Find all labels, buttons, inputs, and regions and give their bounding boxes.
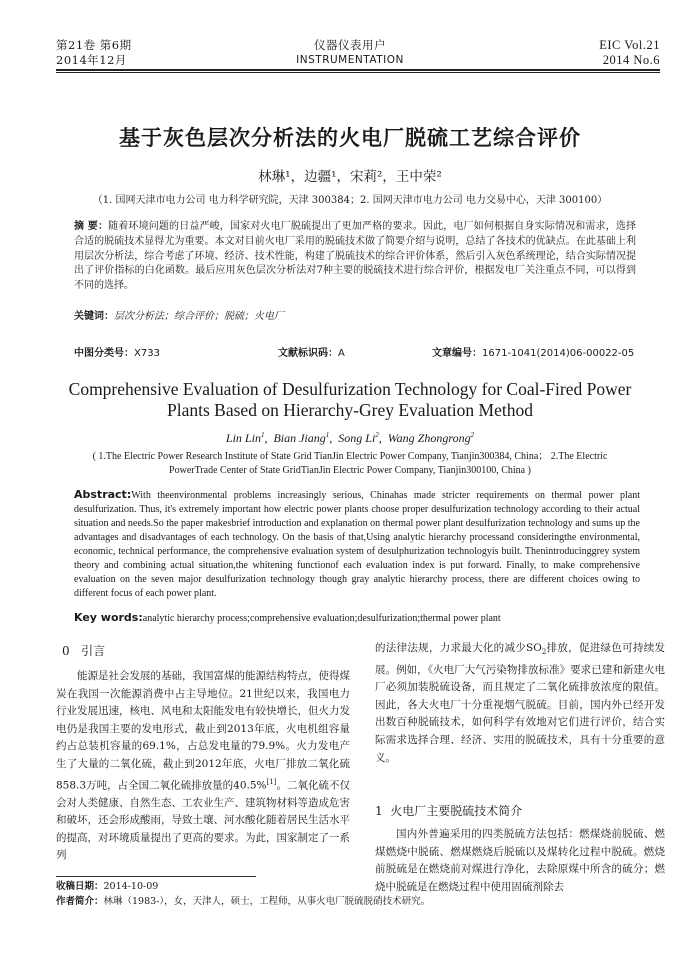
abstract-cn bbox=[74, 220, 636, 294]
abstract-cn-text: 随着环境问题的日益严峻，国家对火电厂脱硫提出了更加严格的要求。因此，电厂如何根据自身实际情况和需求，选择合适的脱硫技术显得尤为重要。本文对目前火电厂采用的脱硫技术做了简要介绍与说明，总结了各技术的优缺点。在此基础上利用层次分析法，综合考虑了环境、经济、技术性能，构建了脱硫技术的综合评价体系，然后引入灰色系统理论，结合实际情况提出了评价指标的白化函数。最后应用灰色层次分析法对7种主要的脱硫技术进行综合评价，根据发电厂关注重点不同，可以得到不同的选择。 bbox=[74, 221, 637, 292]
author-bio: 作者简介：林琳（1983-），女，天津人，硕士，工程师，从事火电厂脱硫脱硝技术研究。 bbox=[56, 896, 431, 907]
journal-year-number: 2014 No.6 bbox=[602, 53, 660, 67]
keywords-cn-text: 层次分析法；综合评价；脱硫；火电厂 bbox=[114, 311, 284, 322]
received-date: 收稿日期：2014-10-09 bbox=[56, 881, 159, 892]
affiliations-en: ( 1.The Electric Power Research Institute of State Grid TianJin Electric Power Company, Tianjin300384, China； 2.The Electric PowerTrade Center of State GridTianJin Electric Power Company, Tianjin300100, China ) bbox=[92, 451, 608, 476]
keywords-en-text: analytic hierarchy process;comprehensive evaluation;desulfurization;thermal power plant bbox=[142, 613, 501, 624]
abstract-en-text: With theenvironmental problems increasingly serious, Chinahas made stricter requirements on thermal power plant desulfurization. Thus, it's extremely important how electric power plants choose proper desulfurization technology according to their actual situation and needs.So the paper makesbrief introduction and explanation on thermal power plant desulfurization technology and sums up the advantages and disadvantages of each technology. On the basis of that,Using analytic hierarchy processand consideringthe environmental, economic, technical performance, the comprehensive evaluation system of desulphurization technologyis built. Thenintroducinggrey system theory and combining actual situation,the whitening functionof each evaluation index is put forward. Finally, to make comprehensive evaluation on the seven major desulfurization technology though gray analytic hierarchy process, there are different choices owing to different focus of each power plant. bbox=[74, 490, 640, 599]
header-rule-thick bbox=[56, 69, 660, 71]
footnote-rule bbox=[56, 876, 256, 877]
journal-date: 2014年12月 bbox=[56, 53, 127, 67]
clc-number: 中图分类号：X733 bbox=[74, 348, 160, 359]
journal-eic-volume: EIC Vol.21 bbox=[599, 38, 660, 52]
journal-name-cn: 仪器仪表用户 bbox=[314, 38, 386, 52]
section-0-paragraph-right: 的法律法规，力求最大化的减少$SO_2$排放，促进绿色可持续发展。例如，《火电厂大气污染物排放标准》要求已建和新建火电厂必须加装脱硫设备，而且规定了二氧化硫排放浓度的限值。因此，各大火电厂十分重视烟气脱硫。目前，国内外已经开发出数百种脱硫技术，如何科学有效地对它们进行评价，结合实际需求选择合理、经济、实用的脱硫技术，具有十分重要的意义。 bbox=[375, 642, 665, 764]
paper-title-cn: 基于灰色层次分析法的火电厂脱硫工艺综合评价 bbox=[119, 126, 581, 150]
authors-en: Lin Lin$^1$, Bian Jiang$^1$, Song Li$^2$, Wang Zhongrong$^2$ bbox=[225, 431, 475, 445]
keywords-cn bbox=[74, 310, 636, 325]
keywords-en bbox=[74, 611, 640, 626]
section-1-paragraph: 国内外普遍采用的四类脱硫方法包括：燃煤烧前脱硫、燃煤燃烧中脱硫、燃煤燃烧后脱硫以及煤转化过程中脱硫。燃烧前脱硫是在燃烧前对煤进行净化，去除原煤中所含的硫分；燃烧中脱硫是在燃烧过程中使用固硫剂除去 bbox=[375, 828, 665, 893]
abstract-cn-label: 摘 要： bbox=[74, 221, 109, 232]
paper-title-en: Comprehensive Evaluation of Desulfurization Technology for Coal-Fired Power Plants Based on Hierarchy-Grey Evaluation Method bbox=[68, 379, 632, 420]
header-rule-thin bbox=[56, 72, 660, 73]
article-number: 文章编号：1671-1041(2014)06-00022-05 bbox=[432, 348, 635, 359]
journal-volume-issue: 第21卷 第6期 bbox=[56, 38, 132, 52]
journal-name-en: INSTRUMENTATION bbox=[296, 54, 404, 66]
authors-cn: 林琳¹，边疆¹，宋莉²，王中荣² bbox=[258, 169, 442, 185]
section-1-heading: 1 火电厂主要脱硫技术简介 bbox=[375, 804, 523, 818]
section-0-paragraph-left: 能源是社会发展的基础，我国富煤的能源结构特点，使得煤炭在我国一次能源消费中占主导地位。21世纪以来，我国电力行业发展迅速，核电、风电和太阳能发电有较快增长，但火力发电仍是我国主要的发电形式，截止到2013年底，火电机组容量约占总装机容量的69.1%，占总发电量的79.9%。火力发电产生了大量的二氧化硫，截止到2012年底，火电厂排放二氧化硫858.3万吨，占全国二氧化硫排放量的40.5%[1]。二氧化硫不仅会对人类健康、自然生态、工农业生产、建筑物材料等造成危害和破坏，还会形成酸雨，导致土壤、河水酸化随着居民生活水平的提高，对环境质量提出了更高的要求。为此，国家制定了一系列 bbox=[56, 670, 351, 862]
section-0-heading: 0 引言 bbox=[62, 644, 106, 658]
abstract-en bbox=[74, 488, 640, 601]
keywords-en-label: Key words: bbox=[74, 611, 143, 624]
affiliations-cn: （1. 国网天津市电力公司 电力科学研究院，天津 300384；2. 国网天津市电力公司 电力交易中心，天津 300100） bbox=[92, 195, 608, 206]
keywords-cn-label: 关键词： bbox=[74, 311, 114, 322]
abstract-en-label: Abstract: bbox=[74, 488, 132, 501]
document-code: 文献标识码：A bbox=[278, 348, 345, 359]
